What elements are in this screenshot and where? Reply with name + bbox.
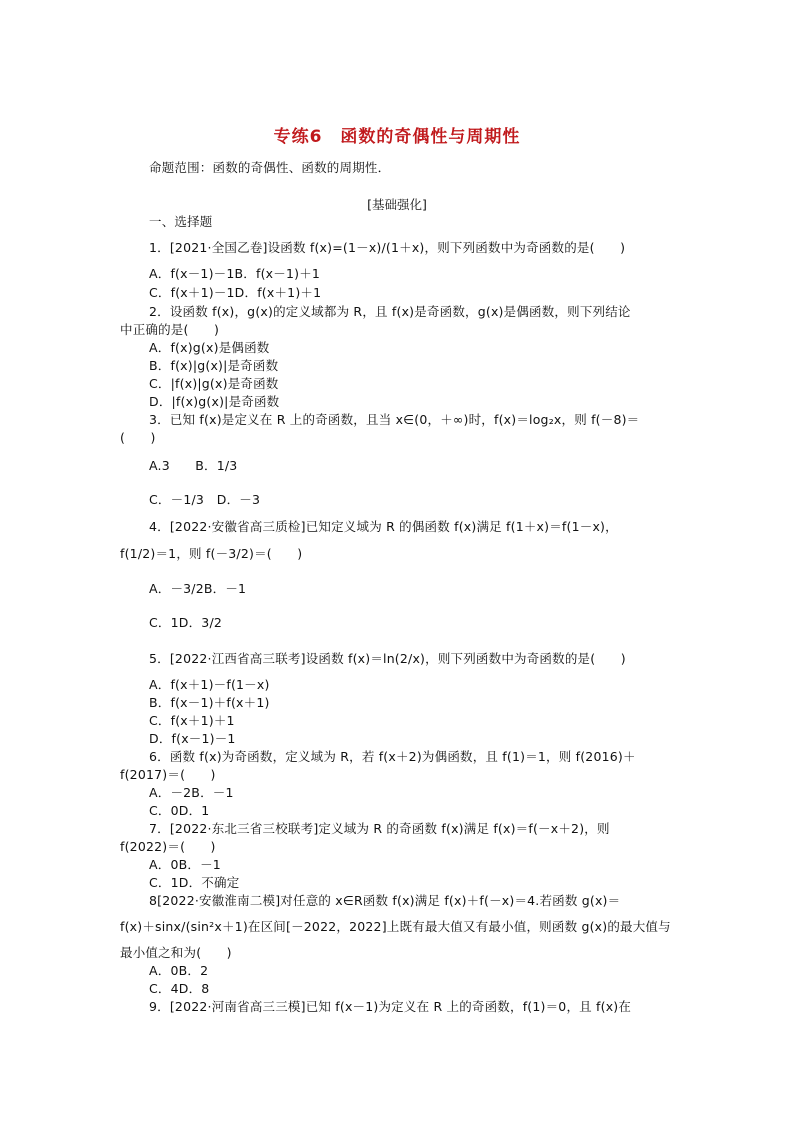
question-line: B．f(x－1)＋f(x＋1)	[149, 695, 270, 710]
question-line: A．f(x－1)－1B．f(x－1)＋1	[149, 266, 321, 281]
question-line: f(x)＋sinx/(sin²x＋1)在区间[－2022，2022]上既有最大值又有最小值，则函数 g(x)的最大值与	[120, 919, 671, 934]
scope-text: 命题范围：函数的奇偶性、函数的周期性．	[149, 160, 391, 175]
question-line: A．－3/2B．－1	[149, 581, 247, 596]
question-line: 1．[2021·全国乙卷]设函数 f(x)=(1－x)/(1＋x)，则下列函数中为奇函数的是( )	[149, 240, 626, 255]
question-line: C．1D．不确定	[149, 875, 240, 890]
question-line: 8[2022·安徽淮南二模]对任意的 x∈R函数 f(x)满足 f(x)＋f(－x)＝4.若函数 g(x)＝	[149, 893, 621, 908]
question-line: 2．设函数 f(x)，g(x)的定义域都为 R，且 f(x)是奇函数，g(x)是偶函数，则下列结论	[149, 304, 631, 319]
question-line: 5．[2022·江西省高三联考]设函数 f(x)＝ln(2/x)，则下列函数中为奇函数的是( )	[149, 651, 626, 666]
question-line: C．f(x＋1)－1D．f(x＋1)＋1	[149, 285, 322, 300]
question-line: D．|f(x)g(x)|是奇函数	[149, 394, 280, 409]
section-heading: [基础强化]	[367, 197, 427, 212]
question-line: A．f(x)g(x)是偶函数	[149, 340, 270, 355]
question-line: A．0B．－1	[149, 857, 221, 872]
question-line: B．f(x)|g(x)|是奇函数	[149, 358, 279, 373]
question-line: D．f(x－1)－1	[149, 731, 236, 746]
part-heading: 一、选择题	[149, 214, 213, 229]
question-line: 6．函数 f(x)为奇函数，定义域为 R，若 f(x＋2)为偶函数，且 f(1)＝1，则 f(2016)＋	[149, 749, 636, 764]
question-line: C．f(x＋1)＋1	[149, 713, 235, 728]
question-line: f(2022)＝( )	[120, 839, 216, 854]
question-line: C．4D．8	[149, 981, 210, 996]
question-line: A.3 B．1/3	[149, 458, 238, 473]
question-line: C．0D．1	[149, 803, 210, 818]
question-line: C．|f(x)|g(x)是奇函数	[149, 376, 279, 391]
question-line: 4．[2022·安徽省高三质检]已知定义域为 R 的偶函数 f(x)满足 f(1＋x)＝f(1－x)，	[149, 519, 618, 534]
question-line: 中正确的是( )	[120, 322, 220, 337]
question-line: 3．已知 f(x)是定义在 R 上的奇函数，且当 x∈(0，＋∞)时，f(x)＝log₂x，则 f(－8)＝	[149, 412, 640, 427]
question-line: C．1D．3/2	[149, 615, 223, 630]
question-line: f(1/2)＝1，则 f(－3/2)＝( )	[120, 546, 303, 561]
question-line: C．－1/3 D．－3	[149, 492, 261, 507]
question-line: A．－2B．－1	[149, 785, 234, 800]
question-line: ( )	[120, 430, 156, 445]
question-line: 最小值之和为( )	[120, 945, 232, 960]
question-line: A．0B．2	[149, 963, 209, 978]
question-line: A．f(x＋1)－f(1－x)	[149, 677, 270, 692]
question-line: 7．[2022·东北三省三校联考]定义域为 R 的奇函数 f(x)满足 f(x)＝f(－x＋2)，则	[149, 821, 610, 836]
question-line: 9．[2022·河南省高三三模]已知 f(x－1)为定义在 R 上的奇函数，f(1)＝0，且 f(x)在	[149, 999, 632, 1014]
page-title: 专练6 函数的奇偶性与周期性	[273, 127, 521, 147]
question-line: f(2017)＝( )	[120, 767, 216, 782]
